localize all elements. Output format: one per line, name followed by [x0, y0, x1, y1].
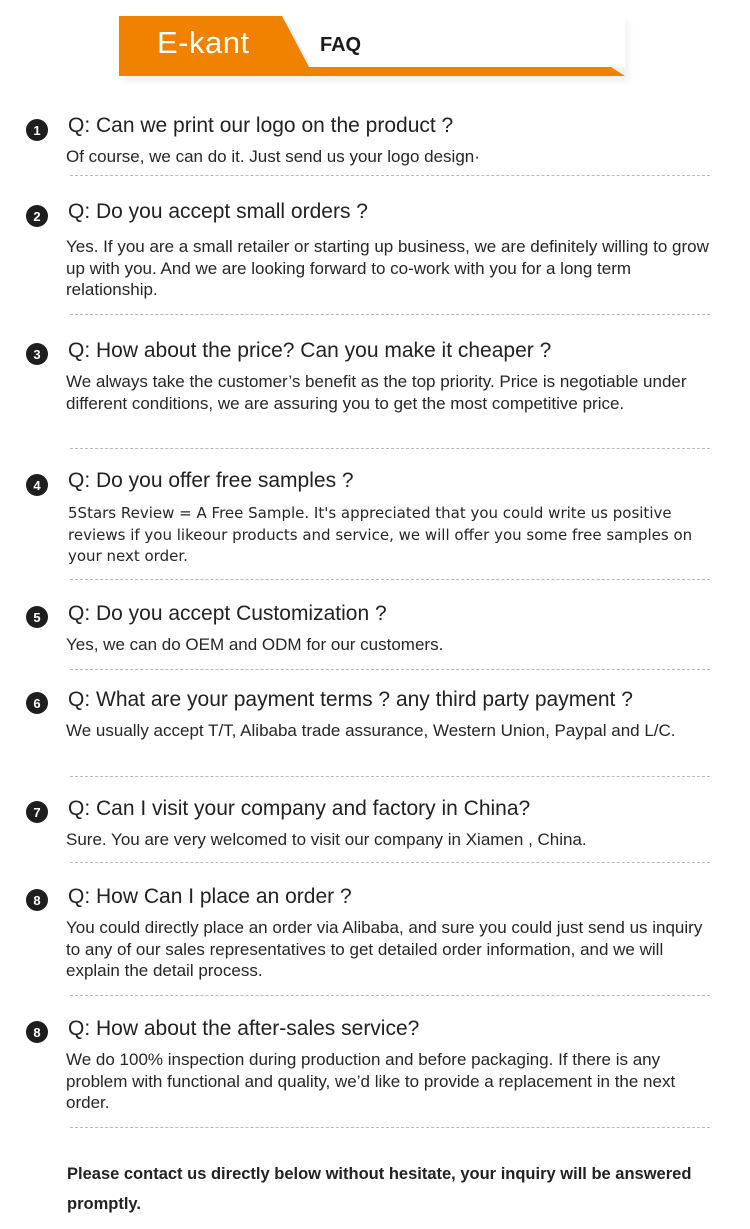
- faq-question: Q: Can I visit your company and factory in China?: [68, 797, 531, 820]
- faq-answer: We always take the customer’s benefit as the top priority. Price is negotiable under different conditions, we are assuring you to get the most competitive price.: [66, 372, 687, 413]
- dashed-divider: [70, 1127, 710, 1128]
- item-number-badge: 1: [26, 119, 48, 141]
- faq-question: Q: How about the after-sales service?: [68, 1017, 420, 1040]
- faq-question: Q: Do you offer free samples ?: [68, 469, 354, 492]
- brand-logo-text: E-kant: [157, 25, 250, 60]
- dashed-divider: [70, 448, 710, 449]
- faq-question: Q: How about the price? Can you make it cheaper ?: [68, 339, 552, 362]
- page-title: FAQ: [320, 34, 362, 56]
- item-number-badge: 7: [26, 801, 48, 823]
- dashed-divider: [70, 995, 710, 996]
- dashed-divider: [70, 862, 710, 863]
- faq-answer: We do 100% inspection during production and before packaging. If there is any problem with functional and quality, we’d like to provide a replacement in the next order.: [66, 1050, 676, 1112]
- faq-answer: Of course, we can do it. Just send us your logo design·: [66, 147, 480, 166]
- item-number-badge: 4: [26, 474, 48, 496]
- faq-answer: Sure. You are very welcomed to visit our company in Xiamen , China.: [66, 830, 587, 849]
- dashed-divider: [70, 579, 710, 580]
- dashed-divider: [70, 669, 710, 670]
- item-number-badge: 8: [26, 1021, 48, 1043]
- faq-answer: 5Stars Review = A Free Sample. It's appreciated that you could write us positive reviews if you likeour products and service, we will offer you some free samples on your next order.: [68, 504, 693, 565]
- faq-answer: Yes. If you are a small retailer or starting up business, we are definitely willing to grow up with you. And we are looking forward to co-work with you for a long term relationship.: [66, 237, 709, 299]
- faq-question: Q: How Can I place an order ?: [68, 885, 352, 908]
- item-number-badge: 6: [26, 692, 48, 714]
- faq-answer: You could directly place an order via Alibaba, and sure you could just send us inquiry to any of our sales representatives to get detailed order information, and we will explain the detail process.: [66, 918, 703, 980]
- faq-question: Q: Can we print our logo on the product ?: [68, 114, 454, 137]
- faq-question: Q: Do you accept small orders ?: [68, 200, 368, 223]
- dashed-divider: [70, 776, 710, 777]
- faq-answer: Yes, we can do OEM and ODM for our customers.: [66, 635, 444, 654]
- faq-question: Q: What are your payment terms ? any third party payment ?: [68, 688, 633, 711]
- dashed-divider: [70, 314, 710, 315]
- item-number-badge: 8: [26, 889, 48, 911]
- item-number-badge: 2: [26, 205, 48, 227]
- item-number-badge: 5: [26, 606, 48, 628]
- faq-answer: We usually accept T/T, Alibaba trade assurance, Western Union, Paypal and L/C.: [66, 721, 676, 740]
- item-number-badge: 3: [26, 343, 48, 365]
- contact-note: Please contact us directly below without hesitate, your inquiry will be answered promptly.: [67, 1165, 692, 1213]
- faq-header-banner: [119, 16, 625, 76]
- dashed-divider: [70, 175, 710, 176]
- faq-question: Q: Do you accept Customization ?: [68, 602, 387, 625]
